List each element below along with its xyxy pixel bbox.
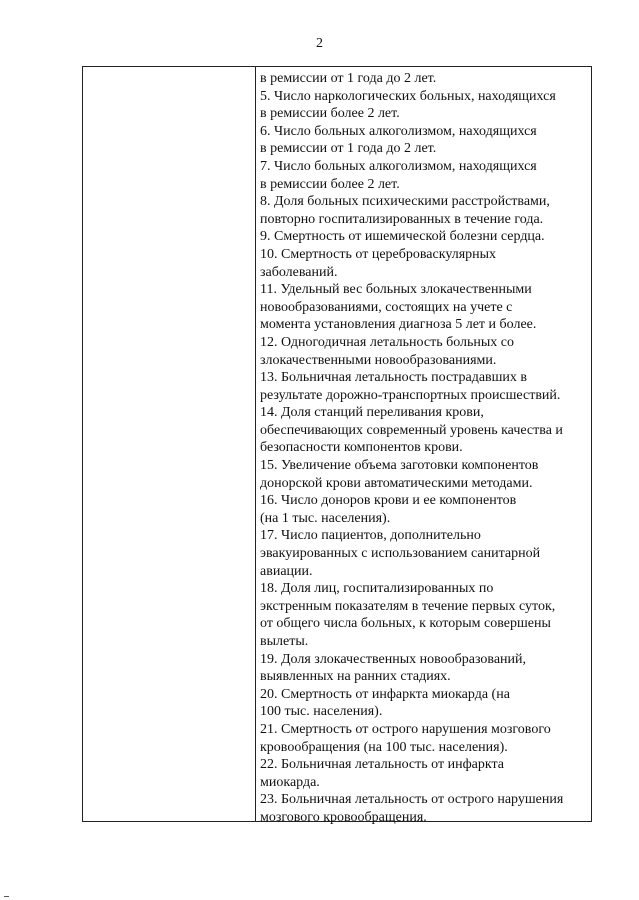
text-line: от общего числа больных, к которым совершены: [260, 616, 551, 632]
text-line: 13. Больничная летальность пострадавших в: [260, 370, 528, 386]
text-line: 9. Смертность от ишемической болезни сердца.: [260, 229, 545, 245]
text-line: 22. Больничная летальность от инфаркта: [260, 757, 504, 773]
text-line: 6. Число больных алкоголизмом, находящихся: [260, 123, 537, 139]
text-line: 10. Смертность от цереброваскулярных: [260, 246, 497, 262]
table-left-cell: [83, 67, 256, 821]
text-line: 8. Доля больных психическими расстройствами,: [260, 194, 550, 210]
text-line: 19. Доля злокачественных новообразований,: [260, 651, 527, 667]
text-line: мозгового кровообращения.: [260, 809, 427, 825]
text-line: в ремиссии от 1 года до 2 лет.: [260, 141, 437, 157]
text-line: вылеты.: [260, 634, 309, 649]
text-line: злокачественными новообразованиями.: [260, 352, 497, 368]
text-line: 7. Число больных алкоголизмом, находящихся: [260, 158, 537, 174]
text-line: в ремиссии более 2 лет.: [260, 176, 400, 192]
text-line: безопасности компонентов крови.: [260, 440, 463, 456]
text-line: донорской крови автоматическими методами.: [260, 475, 533, 491]
text-line: экстренным показателям в течение первых суток,: [260, 598, 556, 614]
text-line: кровообращения (на 100 тыс. населения).: [260, 739, 508, 755]
text-line: 100 тыс. населения).: [260, 704, 383, 720]
text-line: 16. Число доноров крови и ее компонентов: [260, 493, 517, 509]
table-right-cell: [256, 67, 591, 825]
text-line: выявленных на ранних стадиях.: [260, 669, 451, 685]
text-line: 11. Удельный вес больных злокачественными: [260, 282, 532, 298]
indicators-table: [82, 66, 592, 825]
text-line: повторно госпитализированных в течение года.: [260, 211, 544, 227]
text-line: миокарда.: [260, 774, 320, 790]
text-line: 15. Увеличение объема заготовки компонентов: [260, 458, 539, 474]
text-line: момента установления диагноза 5 лет и более.: [260, 317, 537, 333]
text-line: обеспечивающих современный уровень качества и: [260, 422, 563, 438]
text-line: 18. Доля лиц, госпитализированных по: [260, 581, 494, 597]
scan-mark: [4, 896, 9, 897]
text-line: 23. Больничная летальность от острого нарушения: [260, 792, 564, 808]
text-line: результате дорожно-транспортных происшествий.: [260, 387, 561, 403]
text-line: эвакуированных с использованием санитарной: [260, 546, 541, 562]
text-line: 17. Число пациентов, дополнительно: [260, 528, 481, 544]
text-line: в ремиссии от 1 года до 2 лет.: [260, 71, 437, 86]
text-line: заболеваний.: [260, 264, 338, 280]
text-line: 12. Одногодичная летальность больных со: [260, 334, 515, 350]
text-line: новообразованиями, состоящих на учете с: [260, 299, 513, 315]
text-line: 20. Смертность от инфаркта миокарда (на: [260, 686, 510, 702]
text-line: (на 1 тыс. населения).: [260, 510, 391, 526]
text-line: 21. Смертность от острого нарушения мозгового: [260, 721, 551, 737]
text-line: авиации.: [260, 563, 313, 579]
text-line: 14. Доля станций переливания крови,: [260, 405, 484, 421]
page-number: 2: [316, 36, 323, 51]
text-line: 5. Число наркологических больных, находящихся: [260, 88, 556, 104]
text-line: в ремиссии более 2 лет.: [260, 106, 400, 122]
